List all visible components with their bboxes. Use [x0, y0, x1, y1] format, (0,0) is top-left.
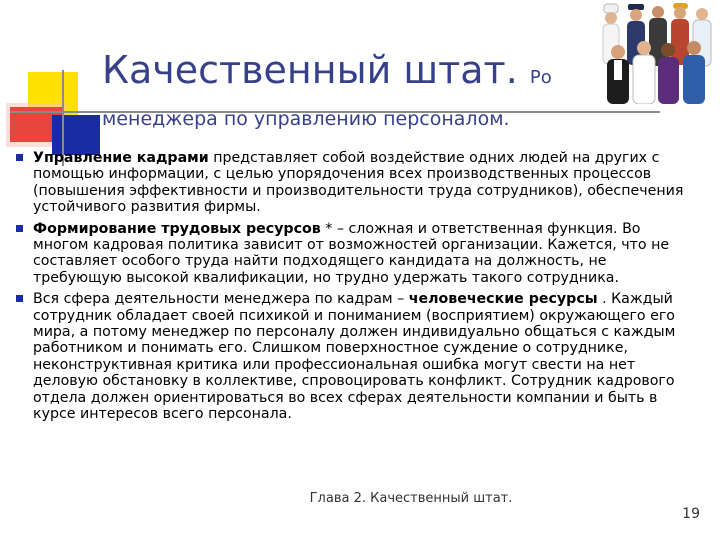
square-bullet-icon — [16, 295, 23, 302]
slide-title-small: Ро — [529, 67, 552, 88]
list-item — [16, 221, 696, 287]
content-list — [16, 150, 696, 428]
slide-subtitle: менеджера по управлению персоналом. — [102, 108, 510, 130]
page-number: 19 — [682, 506, 700, 522]
staff-group-photo — [598, 0, 720, 104]
staff-group-photo-icon — [598, 0, 720, 104]
term-text: представляет собой воздействие одних людей на других с помощью информации, с целью упорядочения всех производственных процессов (повышения эффективности и производительности труда сотрудников), обеспечения устойчивого развития фирмы. — [33, 150, 684, 216]
decor-blue-square — [52, 115, 100, 155]
term-text: . Каждый сотрудник обладает своей психикой и пониманием (восприятием) окружающего его мира, а потому менеджер по персоналу должен индивидуально общаться с каждым работником и понимать его. Слишком поверхностное суждение о сотруднике, неконструктивная критика или профессиональная ошибка могут свести на нет деловую обстановку в коллективе, спровоцировать конфликт. Сотрудник кадрового отдела должен ориентироваться во всех сферах деятельности компании и быть в курсе интересов всего персонала. — [33, 291, 676, 423]
square-bullet-icon — [16, 225, 23, 232]
footer-chapter: Глава 2. Качественный штат. — [309, 491, 513, 506]
term-bold: Управление кадрами — [33, 150, 209, 166]
term-pre: Вся сфера деятельности менеджера по кадрам – — [33, 291, 409, 308]
list-item — [16, 150, 696, 216]
slide-title — [102, 48, 552, 100]
term-text: * – сложная и ответственная функция. Во многом кадровая политика зависит от возможностей организации. Кажется, что не составляет особого труда найти подходящего кандидата на должность, не требующую высокой квалификации, но трудно удержать такого сотрудника. — [33, 220, 670, 286]
list-item — [16, 291, 696, 422]
slide-title-main: Качественный штат. — [102, 48, 518, 92]
square-bullet-icon — [16, 154, 23, 161]
term-bold: человеческие ресурсы — [408, 291, 598, 308]
term-bold: Формирование трудовых ресурсов — [33, 220, 321, 237]
